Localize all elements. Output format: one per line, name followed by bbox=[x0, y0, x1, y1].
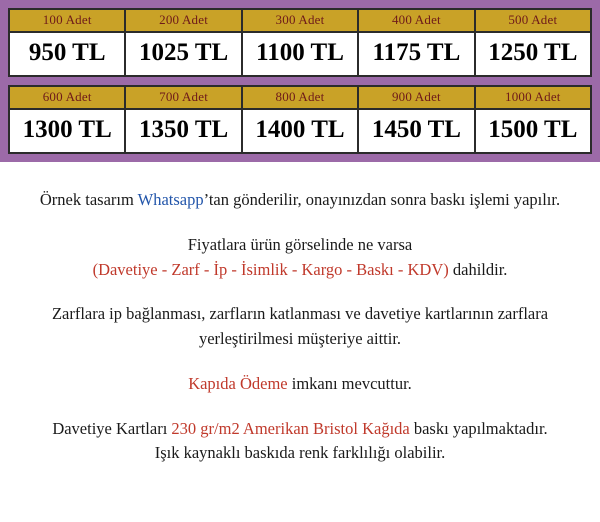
note-included-line-2 bbox=[14, 258, 586, 283]
price-cell bbox=[474, 85, 592, 154]
price-value: 1025 TL bbox=[139, 39, 229, 66]
note-payment-tail: imkanı mevcuttur. bbox=[287, 373, 412, 393]
quantity-label: 700 Adet bbox=[126, 87, 240, 110]
price-cell bbox=[124, 85, 242, 154]
note-whatsapp-highlight: Whatsapp bbox=[137, 190, 204, 209]
note-payment bbox=[14, 372, 586, 397]
note-included-line-1: Fiyatlara ürün görselinde ne varsa bbox=[187, 234, 413, 254]
note-included-highlight: (Davetiye - Zarf - İp - İsimlik - Kargo - Baskı - KDV) bbox=[92, 259, 449, 279]
price-cell bbox=[357, 85, 475, 154]
price-row bbox=[8, 8, 592, 77]
note-whatsapp bbox=[14, 188, 586, 213]
note-assembly-line-1: Zarflara ip bağlanması, zarfların katlanması ve davetiye kartlarının zarflara bbox=[51, 304, 549, 324]
price-value: 1250 TL bbox=[488, 39, 578, 66]
price-value: 1350 TL bbox=[139, 116, 229, 143]
note-paper-text-1: Davetiye Kartları bbox=[52, 418, 172, 438]
note-whatsapp-text-1: Örnek tasarım bbox=[39, 190, 138, 209]
note-paper-text-2: baskı yapılmaktadır. bbox=[409, 418, 548, 438]
quantity-label: 200 Adet bbox=[126, 10, 240, 33]
quantity-label: 100 Adet bbox=[10, 10, 124, 33]
note-payment-highlight: Kapıda Ödeme bbox=[188, 373, 288, 393]
price-value: 1500 TL bbox=[488, 116, 578, 143]
note-paper-highlight: 230 gr/m2 Amerikan Bristol Kağıda bbox=[171, 418, 410, 438]
quantity-label: 600 Adet bbox=[10, 87, 124, 110]
price-cell bbox=[357, 8, 475, 77]
quantity-label: 1000 Adet bbox=[476, 87, 590, 110]
price-value: 950 TL bbox=[28, 39, 106, 66]
note-paper bbox=[14, 417, 586, 467]
price-row bbox=[8, 85, 592, 154]
price-cell bbox=[241, 8, 359, 77]
price-cell bbox=[474, 8, 592, 77]
quantity-label: 500 Adet bbox=[476, 10, 590, 33]
notes-section bbox=[0, 162, 600, 466]
price-value: 1400 TL bbox=[255, 116, 345, 143]
quantity-label: 400 Adet bbox=[359, 10, 473, 33]
price-value: 1300 TL bbox=[22, 116, 112, 143]
note-included-tail: dahildir. bbox=[448, 259, 508, 279]
price-value: 1175 TL bbox=[372, 39, 461, 66]
note-included bbox=[14, 233, 586, 283]
note-whatsapp-text-2: ’tan gönderilir, onayınızdan sonra baskı işlemi yapılır. bbox=[203, 190, 561, 209]
price-cell bbox=[241, 85, 359, 154]
note-paper-line-2: Işık kaynaklı baskıda renk farklılığı olabilir. bbox=[154, 443, 446, 463]
quantity-label: 900 Adet bbox=[359, 87, 473, 110]
price-cell bbox=[8, 8, 126, 77]
price-cell bbox=[124, 8, 242, 77]
note-assembly bbox=[14, 302, 586, 352]
price-cell bbox=[8, 85, 126, 154]
note-assembly-line-2: yerleştirilmesi müşteriye aittir. bbox=[198, 329, 402, 348]
quantity-label: 800 Adet bbox=[243, 87, 357, 110]
price-value: 1100 TL bbox=[256, 39, 344, 66]
price-value: 1450 TL bbox=[371, 116, 461, 143]
note-paper-line-1 bbox=[14, 417, 586, 442]
price-table bbox=[0, 0, 600, 162]
quantity-label: 300 Adet bbox=[243, 10, 357, 33]
